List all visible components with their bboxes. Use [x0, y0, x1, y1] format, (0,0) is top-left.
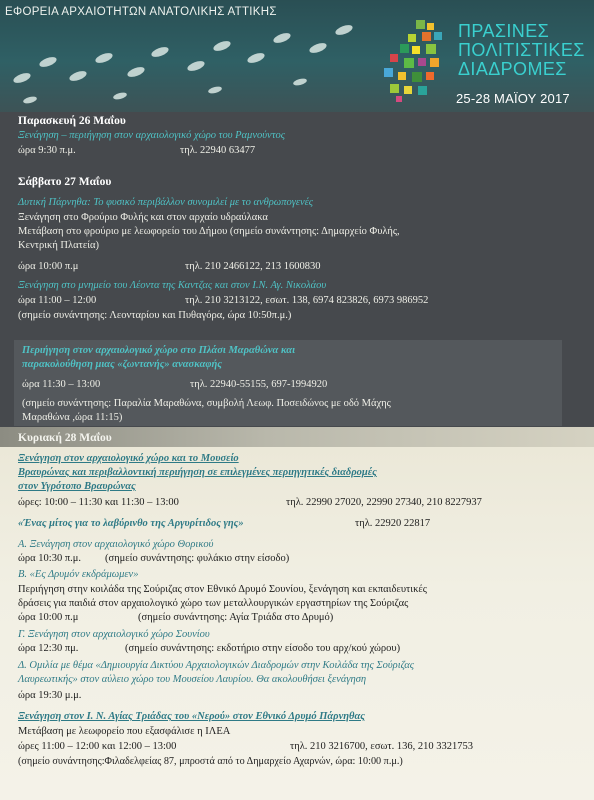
lion-kantza-title: Ξενάγηση στο μνημείο του Λέοντα της Καντζας και στον Ι.Ν. Αγ. Νικολάου [18, 280, 327, 291]
parnitha-time: ώρα 10:00 π.μ [18, 261, 79, 272]
sounion-time: ώρα 12:30 πμ. [18, 643, 79, 654]
sunday-heading: Κυριακή 28 Μαΐου [18, 432, 112, 444]
brand-title-line1: ΠΡΑΣΙΝΕΣ [458, 21, 550, 41]
vravrona-title1: Ξενάγηση στον αρχαιολογικό χώρο και το Μουσείο [18, 453, 239, 464]
footprints-illustration [0, 16, 410, 110]
parnitha-desc3: Κεντρική Πλατεία) [18, 240, 100, 251]
authority-title: ΕΦΟΡΕΙΑ ΑΡΧΑΙΟΤΗΤΩΝ ΑΝΑΤΟΛΙΚΗΣ ΑΤΤΙΚΗΣ [5, 6, 277, 18]
agia-triada-meeting: (σημείο συνάντησης:Φιλαδελφείας 87, μπροστά από το Δημαρχείο Αχαρνών, ώρα: 10:00 π.μ.) [18, 756, 403, 767]
lecture-title2: Λαυρεωτικής» στον αύλειο χώρο του Μουσείου Λαυρίου. Θα ακολουθήσει ξενάγηση [18, 674, 367, 685]
friday-heading: Παρασκευή 26 Μαΐου [18, 115, 126, 127]
header-banner [0, 0, 594, 112]
agia-triada-title: Ξενάγηση στον Ι. Ν. Αγίας Τριάδας του «Νερού» στον Εθνικό Δρυμό Πάρνηθας [18, 711, 365, 722]
friday-time: ώρα 9:30 π.μ. [18, 145, 76, 156]
sounion-meeting: (σημείο συνάντησης: εκδοτήριο στην είσοδο του αρχ/κού χώρου) [125, 643, 401, 654]
vravrona-title2: Βραυρώνας και περιβαλλοντική περιήγηση σε επιλεγμένες περιηγητικές διαδρομές [18, 467, 377, 478]
green-routes-logo [382, 20, 444, 102]
plasi-time: ώρα 11:30 – 13:00 [22, 379, 101, 390]
thorikos-time: ώρα 10:30 π.μ. [18, 553, 81, 564]
agia-triada-desc: Μετάβαση με λεωφορείο που εξασφάλισε η ΙΛΕΑ [18, 726, 231, 737]
parnitha-desc2: Μετάβαση στο φρούριο με λεωφορείο του Δήμου (σημείο συνάντησης: Δημαρχείο Φυλής, [18, 226, 400, 237]
saturday-heading: Σάββατο 27 Μαΐου [18, 176, 112, 188]
brand-title-line3: ΔΙΑΔΡΟΜΕΣ [458, 59, 567, 79]
brand-title-line2: ΠΟΛΙΤΙΣΤΙΚΕΣ [458, 40, 585, 60]
vravrona-times: ώρες: 10:00 – 11:30 και 11:30 – 13:00 [18, 497, 179, 508]
plasi-phone: τηλ. 22940-55155, 697-1994920 [190, 379, 328, 390]
drymos-title: Β. «Ες Δρυμόν εκδράμωμεν» [18, 569, 139, 580]
drymos-desc2: δράσεις για παιδιά στον αρχαιολογικό χώρο των μεταλλουργικών εργαστηρίων της Σούριζας [18, 598, 409, 609]
lecture-time: ώρα 19:30 μ.μ. [18, 690, 82, 701]
parnitha-title: Δυτική Πάρνηθα: Το φυσικό περιβάλλον συνομιλεί με το ανθρωπογενές [18, 197, 314, 208]
thorikos-meeting: (σημείο συνάντησης: φυλάκιο στην είσοδο) [105, 553, 290, 564]
plasi-meeting1: (σημείο συνάντησης: Παραλία Μαραθώνα, συμβολή Λεωφ. Ποσειδώνος με οδό Μάχης [22, 398, 391, 409]
vravrona-title3: στον Υγρότοπο Βραυρώνας [18, 481, 136, 492]
thorikos-title: Α. Ξενάγηση στον αρχαιολογικό χώρο Θορικού [18, 539, 214, 550]
plasi-title2: παρακολούθηση μιας «ζωντανής» ανασκαφής [22, 359, 222, 370]
lion-kantza-meeting: (σημείο συνάντησης: Λεονταρίου και Πυθαγόρα, ώρα 10:50π.μ.) [18, 310, 292, 321]
event-dates: 25-28 ΜΑΪΟΥ 2017 [456, 91, 570, 106]
drymos-time: ώρα 10:00 π.μ [18, 612, 79, 623]
drymos-meeting: (σημείο συνάντησης: Αγία Τριάδα στο Δρυμό) [138, 612, 334, 623]
friday-tour-title: Ξενάγηση – περιήγηση στον αρχαιολογικό χώρο του Ραμνούντος [18, 130, 285, 141]
lion-kantza-time: ώρα 11:00 – 12:00 [18, 295, 97, 306]
lion-kantza-phone: τηλ. 210 3213122, εσωτ. 138, 6974 823826, 6973 986952 [185, 295, 429, 306]
lecture-title1: Δ. Ομιλία με θέμα «Δημιουργία Δικτύου Αρχαιολογικών Διαδρομών στην Κοιλάδα της Σούριζας [18, 660, 415, 671]
vravrona-phone: τηλ. 22990 27020, 22990 27340, 210 8227937 [286, 497, 482, 508]
parnitha-phone: τηλ. 210 2466122, 213 1600830 [185, 261, 321, 272]
plasi-title1: Περιήγηση στον αρχαιολογικό χώρο στο Πλάσι Μαραθώνα και [22, 345, 296, 356]
parnitha-desc1: Ξενάγηση στο Φρούριο Φυλής και στον αρχαίο υδραύλακα [18, 212, 268, 223]
agia-triada-phone: τηλ. 210 3216700, εσωτ. 136, 210 3321753 [290, 741, 474, 752]
agia-triada-times: ώρες 11:00 – 12:00 και 12:00 – 13:00 [18, 741, 177, 752]
plasi-meeting2: Μαραθώνα ,ώρα 11:15) [22, 412, 123, 423]
friday-phone: τηλ. 22940 63477 [180, 145, 256, 156]
program-content [0, 112, 594, 800]
lavrio-thread-phone: τηλ. 22920 22817 [355, 518, 431, 529]
drymos-desc1: Περιήγηση στην κοιλάδα της Σούριζας στον Εθνικό Δρυμό Σουνίου, ξενάγηση και εκπαιδευτικές [18, 584, 427, 595]
lavrio-thread-title: «Ένας μίτος για το λαβύρινθο της Αργυρίτιδος γης» [18, 518, 244, 529]
sounion-title: Γ. Ξενάγηση στον αρχαιολογικό χώρο Σουνίου [18, 629, 210, 640]
